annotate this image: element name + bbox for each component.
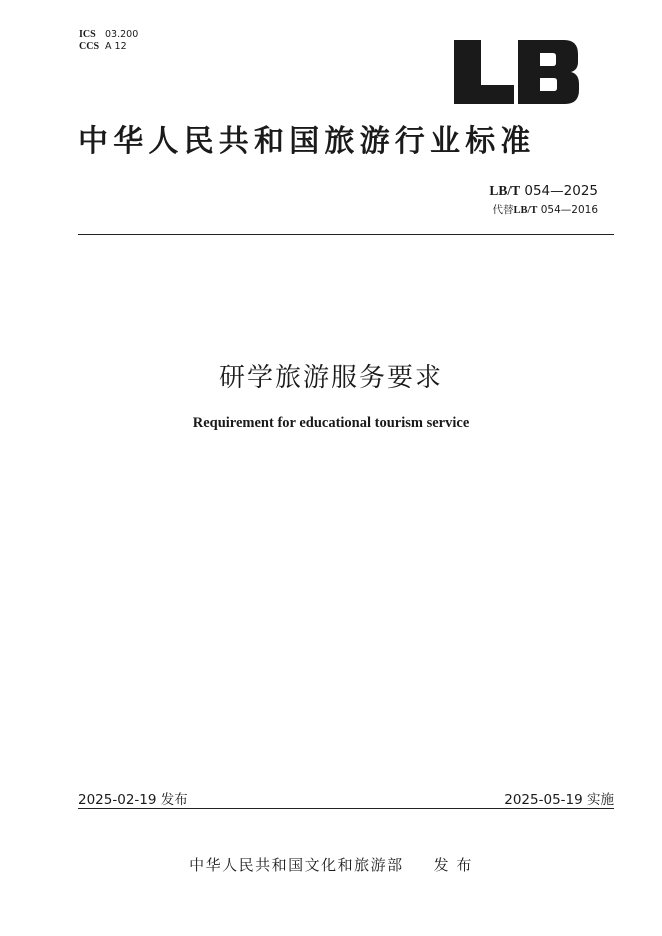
standard-number [489,183,598,199]
ics-code [79,29,138,41]
standard-number-value: 054—2025 [524,183,598,199]
logo-letter-b [518,40,579,104]
logo-letter-l [454,40,514,104]
document-title-chinese: 研学旅游服务要求 [218,363,443,393]
top-divider [78,234,614,235]
issuer-action: 发 布 [433,856,473,874]
classification-codes [79,29,138,53]
replaces-label: 代替 [492,204,514,216]
ics-value: 03.200 [105,29,139,40]
ics-label: ICS [79,29,96,40]
replaces-value: 054—2016 [540,204,598,216]
issuer-name: 中华人民共和国文化和旅游部 [189,856,404,874]
replaces-standard [492,202,598,217]
standard-number-prefix: LB/T [489,183,521,198]
replaces-prefix: LB/T [513,205,538,216]
lb-logo [452,40,580,104]
document-title-english: Requirement for educational tourism service [192,415,470,431]
ccs-label: CCS [79,41,100,52]
issuing-authority [0,854,662,875]
publish-date: 2025-02-19 发布 [78,792,188,808]
implement-date: 2025-05-19 实施 [504,792,614,808]
ccs-code [79,41,138,53]
bottom-divider [78,808,614,809]
ccs-value: A 12 [105,41,127,52]
standard-category-title: 中华人民共和国旅游行业标准 [78,124,536,159]
